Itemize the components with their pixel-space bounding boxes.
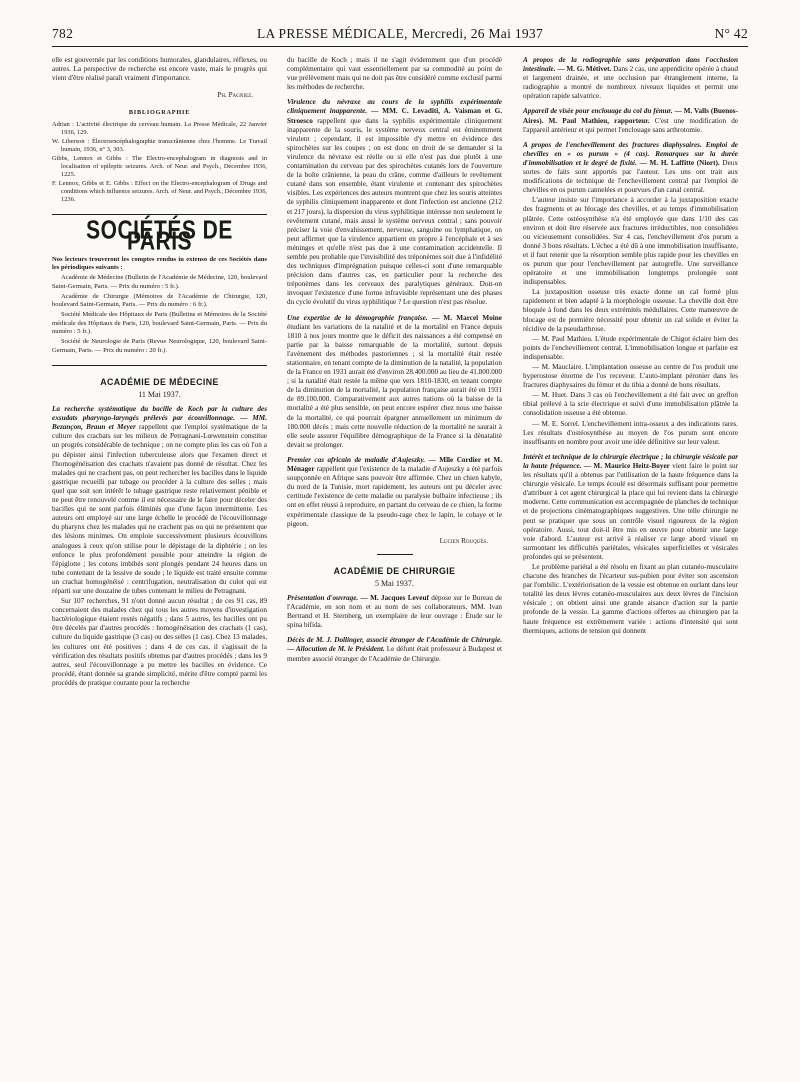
report-heading <box>287 456 502 529</box>
report-body: Le défunt était professeur à Budapest et membre associé étranger de l'Académie de Chirurgie. <box>287 645 502 663</box>
report-heading <box>523 453 738 562</box>
report-authors: — Mlle Cordier et M. Ménager <box>287 455 502 474</box>
divider <box>377 554 413 555</box>
discussion-sorrel: — M. E. Sorrel. L'enchevillement intra-osseux a des indications rares. Les résultats d'ostéosynthèse au moyen de l'os purum sont encore insuffisants en nombre pour avoir une idée définitive sur leur valeur. <box>523 419 738 446</box>
report-heading <box>523 141 738 196</box>
report-body: Deux sortes de faits sont apportés par l'auteur. Les uns ont trait aux modifications de technique de l'enchevillement central par l'emploi de chevilles en os purum cannelées et pourvues d'un canal central. <box>523 158 738 195</box>
report-paragraph: Le problème pariétal a été résolu en fixant au plan cutanéo-musculaire chacune des branches de l'écarteur sus-pubien pour éviter son ascension par l'ombilic. L'extériorisation de la vessie est obtenue en ourlant dans leur totalité les deux lèvres cutanéo-musculaires aux deux lèvres de l'incision vésicale ; on obtient ainsi une grande aisance d'action sur la partie profonde de la vessie. La gamme d'actions offertes au chirurgien par la haute fréquence est extrêmement variée : actions d'intensité qui sont thermiques, actions de tension qui donnent <box>523 562 738 635</box>
section-title: SOCIÉTÉS DE PARIS <box>86 216 233 257</box>
report-body: étudiant les variations de la natalité et de la mortalité en France depuis 1810 à nos jours montre que le déficit des naissances a été compensé en partie par la baisse remarquable de la mortalité, surtout depuis l'avènement des méthodes pastoriennes ; si la mortalité était restée stationnaire, en tenant compte de la diminution de la natalité, la population de la France en 1931 aurait été d'environ 28.400.000 au lieu de 41.800.000 ; si la natalité était restée la même que vers 1810-1830, en tenant compte de la diminution de la mortalité, la population française aurait été en 1931 de 89.100.000. Comparativement aux autres nations où la baisse de la mortalité a été plus sensible, on peut encore espérer chez nous une baisse de la mortalité, ce qui pourrait épargner annuellement un minimum de 180.000 décès ; mais cette nouvelle réduction de la mortalité ne saurait à elle seule assurer l'équilibre démographique de la France si la dénatalité devait se prolonger. <box>287 322 502 449</box>
journal-title: LA PRESSE MÉDICALE, Mercredi, 26 Mai 1937 <box>256 26 544 41</box>
report-heading <box>52 405 267 596</box>
section-author: Lucien Rouquès. <box>439 536 488 545</box>
discussion-huet: — M. Huet. Dans 3 cas où l'enchevillement a été fait avec un greffon tibial prélevé à la scie électrique et suivi d'une immobilisation plâtrée la consolidation osseuse a été obtenue. <box>523 391 738 418</box>
report-authors: — M. G. Métivet. <box>557 65 612 74</box>
bibliography-entry: Gibbs, Lennox et Gibbs : The Electro-encephalogram in diagnosis and in localisation of epileptic seizures. Arch. of Neur. and Psych., Décembre 1936, 1225. <box>52 155 267 179</box>
report-authors: — MM. C. Levaditi, A. Vaisman et G. Stroesco <box>287 107 503 125</box>
intro-lead: Nos lecteurs trouveront les comptes rendus in extenso de ces Sociétés dans les périodiques suivants : <box>52 255 267 271</box>
divider <box>52 365 267 366</box>
report-title: A propos de l'enchevillement des fractures diaphysaires. Emploi de chevilles en « os purum » (4 cas). Remarques sur la durée d'immobilisation et le degré de fixité. <box>523 140 738 167</box>
intro-item: Académie de Chirurgie (Mémoires de l'Académie de Chirurgie, 120, boulevard Saint-Germain, Paris. — Prix du numéro : 6 fr.). <box>52 292 267 309</box>
report-title: A propos de la radiographie sans préparation dans l'occlusion intestinale. <box>523 56 738 74</box>
report-title: Virulence du névraxe au cours de la syphilis expérimentale cliniquement inapparente. <box>287 98 502 116</box>
report-body: rappellent que l'emploi systématique de la culture des crachats sur les milieux de Petragnani-Lœwenstein constitue un progrès considérable de technique ; on ne compte plus les cas où l'on a pu dépister ainsi l'infection tuberculeuse alors que l'examen direct et l'homogénéisation des crachats n'avaient pas donné de résultat. Chez les malades qui ne crachent pas, on peut rechercher les bacilles dans le liquide gastrique recueilli par tubage ou procéder à la culture des selles ; mais quel que soit son intérêt le tubage gastrique reste relativement pénible et ne peut être renouvelé comme il est nécessaire de le faire pour déceler des bacilles qui ne sont parfois éliminés que d'une façon intermittente. Les auteurs ont employé sur une large échelle le procédé de l'écouvillonnage du pharynx chez les malades qui ne crachent pas ou qui ne présentent que des lésions minimes. On emploie successivement plusieurs écouvillons analogues à ceux qu'on utilise pour le dépistage de la diphtérie ; on les enfonce le plus profondément possible pour atteindre la région de l'épiglotte ; les cotons imbibés sont plongés pendant 24 heures dans un tube contenant de la lessive de soude ; le liquide est traité ensuite comme un crachat homogénéisé : centrifugation, neutralisation du culot qui est réparti sur une douzaine de tubes contenant le milieu de Petragnani. <box>52 423 268 595</box>
report-title: Décès de M. J. Dollinger, associé étranger de l'Académie de Chirurgie. — Allocution de M. le Président. <box>287 636 502 654</box>
running-header <box>52 24 748 47</box>
report-title: Intérêt et technique de la chirurgie électrique ; la chirurgie vésicale par la haute fréquence. <box>523 452 738 470</box>
report-heading <box>287 636 502 663</box>
intro-item: Société de Neurologie de Paris (Revue Neurologique, 120, boulevard Saint-Germain, Paris. — Prix du numéro : 20 fr.). <box>52 338 267 354</box>
report-title: Une expertise de la démographie française. <box>287 313 428 322</box>
report-heading <box>287 594 502 630</box>
page-number: 782 <box>52 26 74 41</box>
intro-item: Académie de Médecine (Bulletin de l'Académie de Médecine, 120, boulevard Saint-Germain, Paris. — Prix du numéro : 5 fr.). <box>52 274 267 290</box>
report-heading <box>287 314 502 450</box>
column-3 <box>523 56 738 637</box>
report-authors: — M. H. Laffitte (Niort). <box>639 158 720 167</box>
column-2 <box>287 56 502 665</box>
report-title: Appareil de visée pour enclouage du col du fémur. <box>523 107 673 116</box>
report-authors: — M. Jacques Leveuf <box>360 593 429 602</box>
report-authors: — MM. Bezançon, Braun et Meyer <box>52 414 267 432</box>
report-heading <box>287 98 502 307</box>
discussion-mathieu: — M. Paul Mathieu. L'étude expérimentale de Chigot éclaire bien des points de l'enchevillement central. L'immobilisation longue et parfaite est indispensable. <box>523 334 738 361</box>
report-authors: — M. Marcel Moine <box>431 313 502 322</box>
report-title: Premier cas africain de maladie d'Aujeszky. <box>287 455 426 464</box>
report-body: C'est une modification de l'appareil antérieur et qui permet l'enclouage sans arthrotomie. <box>523 116 739 134</box>
column-1 <box>52 56 267 689</box>
article-continuation: elle est gouvernée par les conditions humorales, glandulaires, réflexes, ou autres. La perspective de recherche est encore vaste, mais le progrès qui vient d'être réalisé paraît vraiment d'importance. <box>52 56 267 83</box>
bibliography-title: BIBLIOGRAPHIE <box>128 109 191 117</box>
session-date: 5 Mai 1937. <box>375 578 414 588</box>
report-paragraph: Sur 107 recherches, 91 n'ont donné aucun résultat ; de ces 91 cas, 89 concernaient des malades chez qui tous les autres moyens d'investigation bactériologique étaient restés négatifs ; dans 5 autres, les bacilles ont pu être décelés par d'autres procédés : homogénéisation des crachats (1 cas), culture du liquide gastrique (3 cas) ou des selles (1 cas). Chez 13 malades, les cultures ont été positives ; dans 4 de ces cas, il s'agissait de la vérification des résultats positifs obtenus par d'autres procédés ; dans les 9 autres, seul l'écouvillonnage a pu mettre les bacilles en évidence. Ce procédé, étant donnée sa grande simplicité, mérite d'être compté parmi les procédés de pratique courante pour la recherche <box>52 597 267 687</box>
issue-number: N° 42 <box>714 26 748 41</box>
intro-item: Société Médicale des Hôpitaux de Paris (Bulletins et Mémoires de la Société médicale des Hôpitaux de Paris, 120, boulevard Saint-Germain, Paris. — Prix du numéro : 5 fr.). <box>52 311 267 336</box>
societies-intro <box>52 256 267 355</box>
report-title: Présentation d'ouvrage. <box>287 593 359 602</box>
academy-title: ACADÉMIE DE CHIRURGIE <box>333 565 456 576</box>
bibliography <box>52 121 267 204</box>
report-authors: — M. Valls (Buenos-Aires). M. Paul Mathieu, rapporteur. <box>523 107 738 125</box>
academy-title: ACADÉMIE DE MÉDECINE <box>100 376 219 387</box>
report-body: rappellent que dans la syphilis expérimentale cliniquement inapparente de la souris, le système nerveux central est éminemment virulent ; cependant, il est impossible d'y mettre en évidence des spirochètes sur les coupes ; on est donc en droit de se demander si la virulence du névraxe est réelle ou si elle n'est pas due plutôt à une contamination du cerveau par des spirochètes cutanés lors de l'ouverture de la boîte crânienne, la peau du crâne, comme d'ailleurs le revêtement cutané dans son ensemble, étant virulente et contenant des spirochètes visibles. Les expériences des auteurs montrent que chez les souris atteintes de syphilis cliniquement inapparente et dont l'infection est ancienne (212 et 217 jours), la dispersion du virus syphilitique intéresse non seulement le revêtement cutané, mais aussi le système nerveux central ; sans pouvoir préciser la voie d'envahissement, nerveuse, sanguine ou lymphatique, on peut affirmer que la virulence appartient en propre à l'encéphale et à ses méninges et qu'elle n'est pas due à une contamination accidentelle. Il semble peu probable que l'invisibilité des tréponèmes soit due à l'infidélité des techniques d'imprégnation puisque celles-ci sont d'une remarquable précision dans d'autres cas, en particulier pour la recherche des tréponèmes dans les cerveaux des paralytiques généraux. Doit-on invoquer l'existence d'une forme infravisible représentant une des phases du cycle évolutif du virus syphilitique ? Le question n'est pas résolue. <box>287 116 503 307</box>
report-body: Dans 2 cas, une appendicite opérée à chaud et largement drainée, et une occlusion par étranglement interne, la radiographie a montré de nombreux niveaux liquides et permit une opération rapide salvatrice. <box>523 65 739 101</box>
article-author: Ph. Pagniez. <box>217 91 253 100</box>
report-authors: — M. Maurice Heitz-Boyer <box>583 461 670 470</box>
bibliography-entry: W. Liberson : Électroencéphalographie transcrânienne chez l'homme. Le Travail humain, 1936, n° 3, 303. <box>52 138 267 154</box>
report-paragraph: La juxtaposition osseuse très exacte donne un cal formé plus rapidement et bien adapté à la morphologie osseuse. La cheville doit être bloquée à fond dans les deux extrémités médullaires. Cette manœuvre de blocage est de première nécessité pour obtenir un cal solide et éviter la récidive de la pseudarthrose. <box>523 288 738 333</box>
discussion-mauclaire: — M. Mauclaire. L'implantation osseuse au centre de l'os produit une hyperostose énorme de l'os receveur. L'auto-implant péronier dans les fractures diaphysaires du fémur et du tibia a donné de bons résultats. <box>523 363 738 390</box>
report-body: rappellent que l'existence de la maladie d'Aujeszky a été parfois soupçonnée en Afrique sans pouvoir être affirmée. Chez un chien kabyle, du nord de la Tunisie, mort rapidement, les auteurs ont pu déceler avec certitude l'existence de cette maladie ou paralysie bulbaire infectieuse ; ils ont en effet réussi à reproduire, en partant du cerveau de ce chien, la forme expérimentale classique de la pseudo-rage chez le lapin, le cobaye et le pigeon. <box>287 465 503 528</box>
report-heading <box>523 56 738 101</box>
report-heading <box>523 107 738 134</box>
bibliography-entry: Adrian : L'activité électrique du cerveau humain. La Presse Médicale, 22 Janvier 1936, 129. <box>52 121 267 137</box>
report-body: vient faire le point sur les résultats qu'il a obtenus par l'utilisation de la haute fréquence dans la chirurgie vésicale. Le temps écoulé est désormais suffisant pour permettre d'attribuer à cet agent chirurgical la place qui lui revient dans la chirurgie moderne. Cette communication est accompagnée de planches de technique et de projections cinématographiques suggestives. Une telle chirurgie ne peut se pratiquer que sous un contrôle visuel rigoureux de la région opératoire. Aussi, tout doit-il être mis en œuvre pour obtenir une large voie d'abord. L'auteur est arrivé à réaliser ce large abord visuel en surmontant les difficultés pariétales, vésicales superficielles et vésicales profondes qui se présentent. <box>523 461 739 561</box>
report-title: La recherche systématique du bacille de Koch par la culture des exsudats pharyngo-laryngés prélevés par écouvillonnage. <box>52 405 267 423</box>
report-continuation: du bacille de Koch ; mais il ne s'agit évidemment que d'un procédé complémentaire qui vaut essentiellement par sa commodité au point de vue prélèvement mais qui ne doit pas être considéré comme exclusif parmi les méthodes de recherche. <box>287 56 502 92</box>
report-paragraph: L'auteur insiste sur l'importance à accorder à la juxtaposition exacte des fragments et au blocage des chevilles, et au temps d'immobilisation plâtrée. Cette ostéosynthèse n'a été employée que dans 1/10 des cas environ et doit être réservée aux fractures irréductibles, non consolidées ou vicieusement consolidées. Sur 4 cas, l'enchevillement d'os purum a donné 3 bons résultats. L'échec a été dû à une immobilisation insuffisante, et il faut retenir que la résorption semble plus rapide pour les chevilles en os purum que pour l'enchevillement par autogreffe. Une surveillance opératoire et une immobilisation longtemps prolongée sont indispensables. <box>523 196 738 287</box>
session-date: 11 Mai 1937. <box>138 390 181 400</box>
report-body: dépose sur le Bureau de l'Académie, en son nom et au nom de ses collaborateurs, MM. Ivan Bertrand et H. Sternberg, un exemplaire de leur ouvrage : Étude sur le spina bifida. <box>287 593 503 630</box>
bibliography-entry: F. Lennox, Gibbs et E. Gibbs : Effect on the Electro-encephalogram of Drugs and conditions which influence seizures. Arch. of Neur. and Psych., Décembre 1936, 1236. <box>52 180 267 204</box>
